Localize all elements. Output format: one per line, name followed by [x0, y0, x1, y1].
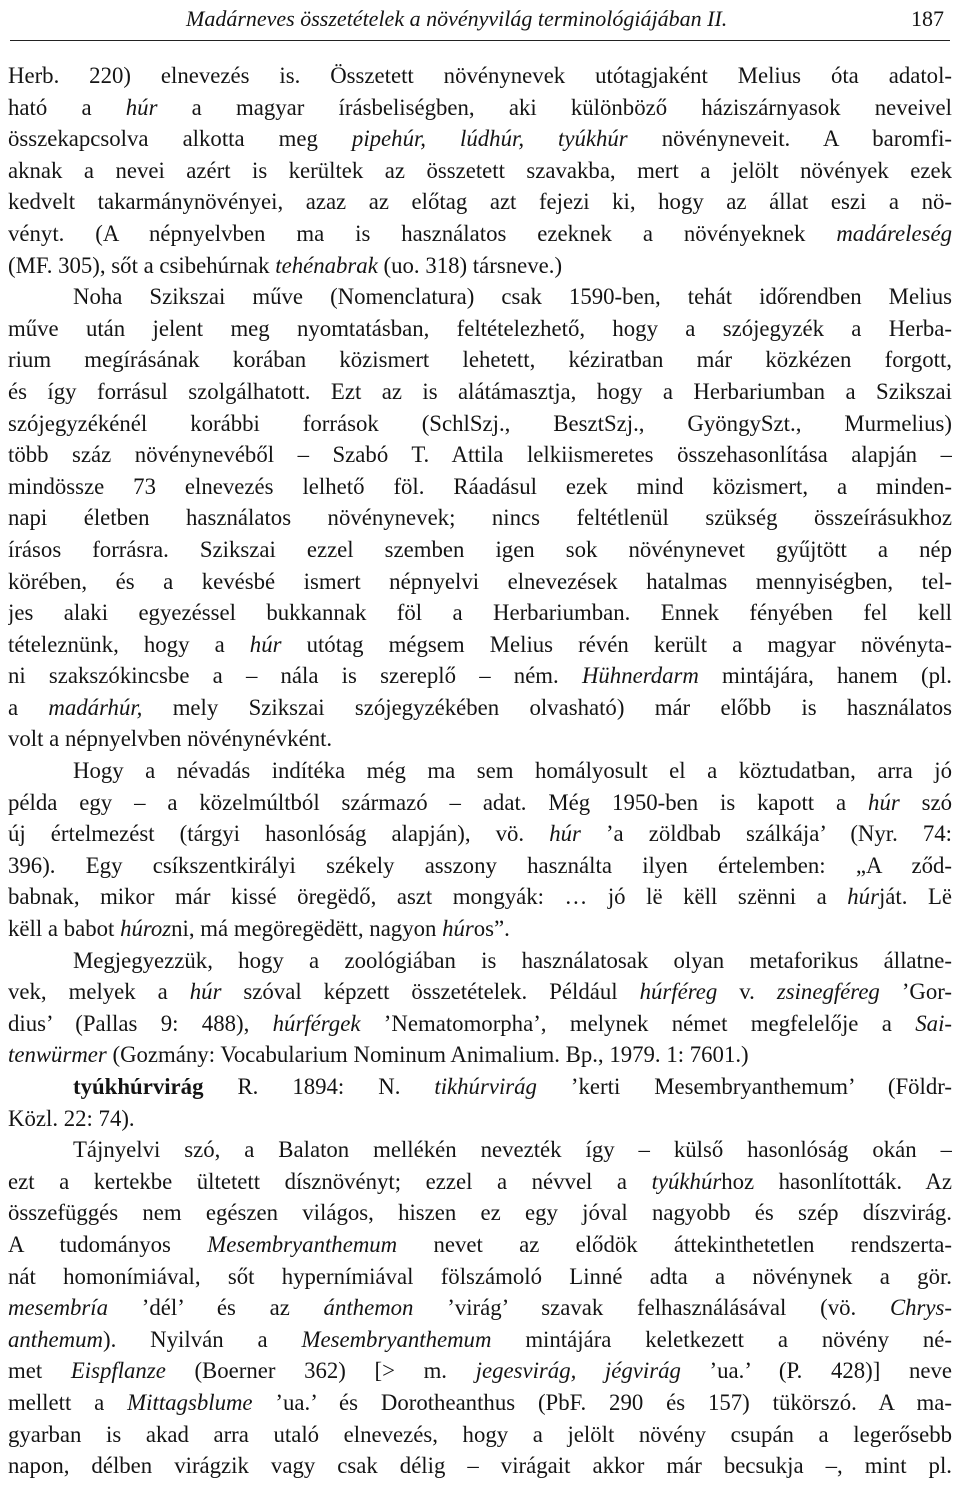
text-run: volt a népnyelvben növénynévként. [8, 726, 333, 752]
text-line [8, 281, 952, 313]
text-line [8, 1387, 952, 1419]
italic-term: húroz [120, 916, 172, 942]
text-run: írásos forrásra. Szikszai ezzel szemben igen sok növénynevet gyűjtött a nép [8, 536, 952, 562]
text-line [8, 1039, 952, 1071]
text-run: Hogy a névadás indítéka még ma sem homályosult el a köztudatban, arra jó [73, 758, 952, 784]
text-run: összekapcsolva alkotta meg [8, 126, 352, 152]
text-run: ni szakszókincsbe a – nála is szereplő – ném. [8, 663, 582, 689]
italic-term: tyúkhúr [651, 1168, 722, 1194]
text-run: ’Gor- [879, 979, 952, 1005]
italic-term: húr [249, 631, 282, 657]
italic-term: Mesembryanthemum [207, 1231, 398, 1257]
text-line [8, 471, 952, 503]
text-line [8, 629, 952, 661]
text-line [8, 1071, 952, 1103]
page-number: 187 [911, 6, 944, 31]
text-line [8, 92, 952, 124]
italic-term: húr [549, 821, 581, 847]
text-run: szó [899, 789, 952, 815]
italic-term: húrférgek [272, 1010, 361, 1036]
text-run: 396). Egy csíkszentkirályi székely asszony használta ilyen értelemben: „A ződ- [8, 852, 952, 878]
text-run: Herb. 220) elnevezés is. Összetett növénynevek utótagjaként Melius óta adatol- [8, 63, 952, 88]
text-line [8, 534, 952, 566]
text-run: ’virág’ szavak felhasználásával (vö. [413, 1295, 890, 1321]
text-run: hoz hasonlították. Az [721, 1168, 952, 1194]
text-line [8, 818, 952, 850]
text-line [8, 1197, 952, 1229]
text-line [8, 1229, 952, 1261]
text-line [8, 60, 952, 92]
text-run: babnak, mikor már kissé öregëdő, aszt mongyák: … jó lë këll szënni a [8, 884, 848, 910]
italic-term: ánthemon [323, 1295, 414, 1321]
text-line [8, 597, 952, 629]
text-run: os”. [473, 916, 510, 942]
italic-term: Mittagsblume [127, 1389, 253, 1415]
text-run: vek, melyek a [8, 979, 190, 1005]
text-run: műve után jelent meg nyomtatásban, feltételezhető, hogy a szójegyzék a Herba- [8, 315, 952, 341]
text-run: a magyar írásbeliségben, aki különböző háziszárnyasok neveivel [157, 94, 952, 120]
text-run: kedvelt takarmánynövényei, azaz az előtag azt fejezi ki, hogy az állat eszi a nö- [8, 189, 952, 215]
text-run: ’ua.’ és Dorotheanthus (PbF. 290 és 157) tükörszó. A ma- [252, 1389, 952, 1415]
text-line [8, 850, 952, 882]
text-run: v. [717, 979, 777, 1005]
text-line [8, 660, 952, 692]
text-run: új értelmezést (tárgyi hasonlóság alapján), vö. [8, 821, 550, 847]
text-run: mintájára, hanem (pl. [698, 663, 952, 689]
text-run: mellett a [8, 1389, 128, 1415]
text-run: (Boerner 362) [> m. [165, 1358, 476, 1384]
italic-term: húr [189, 979, 222, 1005]
text-line [8, 1261, 952, 1293]
text-line [8, 344, 952, 376]
running-header [10, 4, 950, 41]
text-run: ’a zöldbab szálkája’ (Nyr. 74: [580, 821, 952, 847]
text-line [8, 787, 952, 819]
text-run: körében, és a kevésbé ismert népnyelvi elnevezések hatalmas mennyiségben, tel- [8, 568, 952, 594]
text-run: A tudományos [8, 1231, 208, 1257]
text-run: dius’ (Pallas 9: 488), [8, 1010, 273, 1036]
text-line [8, 376, 952, 408]
italic-term: húr [442, 916, 474, 942]
bold-term: tyúkhúrvirág [73, 1074, 204, 1099]
text-line [8, 1166, 952, 1198]
text-run: (uo. 318) társneve.) [377, 252, 563, 278]
text-run: këll a babot [8, 916, 121, 942]
text-line [8, 913, 952, 945]
text-run: a [8, 694, 49, 720]
text-run: R. 1894: N. [203, 1074, 435, 1099]
text-line [8, 408, 952, 440]
text-run: nát homonímiával, sőt hypernímiával fölszámoló Linné adta a növénynek a gör. [8, 1263, 952, 1289]
text-run: napi életben használatos növénynevek; nincs feltétlenül szükség összeírásukhoz [8, 505, 952, 531]
text-run: mintájára keletkezett a növény né- [491, 1326, 952, 1352]
italic-term: húr [868, 789, 900, 815]
italic-term: tikhúrvirág [434, 1074, 537, 1099]
text-line [8, 692, 952, 724]
text-line [8, 566, 952, 598]
text-line [8, 313, 952, 345]
text-run: több száz növénynevéből – Szabó T. Attila lelkiismeretes összehasonlítása alapján – [8, 442, 952, 468]
running-title: Madárneves összetételek a növényvilág terminológiájában II. [186, 6, 728, 31]
text-run: jes alaki egyezéssel bukkannak föl a Herbariumban. Ennek fényében fel kell [8, 600, 952, 626]
italic-term: Chrys- [889, 1295, 952, 1321]
text-line [8, 1324, 952, 1356]
text-run: ezt a kertekbe ültetett dísznövényt; ezzel a névvel a [8, 1168, 652, 1194]
italic-term: madárhúr, [48, 694, 143, 720]
text-run: tételeznünk, hogy a [8, 631, 250, 657]
text-run: ható a [8, 94, 126, 120]
text-run: Megjegyezzük, hogy a zoológiában is használatosak olyan metaforikus állatne- [73, 947, 952, 973]
italic-term: tenwürmer [8, 1042, 107, 1068]
text-line [8, 123, 952, 155]
italic-term: pipehúr, lúdhúr, tyúkhúr [351, 126, 628, 152]
body-text [8, 60, 952, 1482]
text-run: vényt. (A népnyelvben ma is használatos ezeknek a növényeknek [8, 220, 837, 246]
text-run: és így forrásul szolgálhatott. Ezt az is alátámasztja, hogy a Herbariumban a Szikszai [8, 378, 952, 404]
italic-term: húr [125, 94, 158, 120]
text-line [8, 1419, 952, 1451]
text-run: met [8, 1358, 71, 1384]
italic-term: Sai- [915, 1010, 952, 1036]
italic-term: tehénabrak [275, 252, 378, 278]
text-run: növényneveit. A baromfi- [627, 126, 952, 152]
text-run: ’dél’ és az [108, 1295, 324, 1321]
text-run: Tájnyelvi szó, a Balaton mellékén nevezték így – külső hasonlóság okán – [73, 1137, 952, 1163]
text-run: ni, má megöregëdëtt, nagyon [171, 916, 443, 942]
text-run: ’ua.’ (P. 428)] neve [680, 1358, 952, 1384]
text-line [8, 723, 952, 755]
text-line [8, 155, 952, 187]
text-run: napon, délben virágzik vagy csak délig – virágait akkor már becsukja –, mint pl. [8, 1453, 952, 1479]
text-line [8, 1008, 952, 1040]
text-run: gyarban is akad arra utaló elnevezés, hogy a jelölt növény csupán a legerősebb [8, 1421, 952, 1447]
text-line [8, 1355, 952, 1387]
italic-term: húr [847, 884, 879, 910]
text-run: mindössze 73 elnevezés lelhető föl. Ráadásul ezek mind közismert, a minden- [8, 473, 952, 499]
text-run: aknak a nevei azért is kerültek az összetett szavakba, mert a jelölt növények ezek [8, 157, 952, 183]
text-line [8, 755, 952, 787]
text-line [8, 945, 952, 977]
text-run: Noha Szikszai műve (Nomenclatura) csak 1590-ben, tehát időrendben Melius [73, 284, 952, 310]
text-line [8, 1292, 952, 1324]
text-line [8, 218, 952, 250]
italic-term: Mesembryanthemum [301, 1326, 492, 1352]
text-run: (Gozmány: Vocabularium Nominum Animalium. Bp., 1979. 1: 7601.) [106, 1042, 749, 1068]
italic-term: jegesvirág, jégvirág [475, 1358, 681, 1384]
italic-term: zsinegféreg [776, 979, 880, 1005]
text-run: rium megírásának korában közismert lehetett, kéziratban már közkézen forgott, [8, 347, 952, 373]
text-run: Közl. 22: 74). [8, 1105, 135, 1131]
text-line [8, 439, 952, 471]
text-line [8, 976, 952, 1008]
text-line [8, 186, 952, 218]
text-run: ). Nyilván a [102, 1326, 302, 1352]
italic-term: Hühnerdarm [581, 663, 699, 689]
text-run: szóval képzett összetételek. Például [221, 979, 640, 1005]
text-run: (MF. 305), sőt a csibehúrnak [8, 252, 276, 278]
text-run: szójegyzékénél korábbi források (SchlSzj., BesztSzj., GyöngySzt., Murmelius) [8, 410, 952, 436]
italic-term: madáreleség [836, 220, 952, 246]
text-run: példa egy – a közelmúltból származó – adat. Még 1950-ben is kapott a [8, 789, 869, 815]
text-run: mely Szikszai szójegyzékében olvasható) már előbb is használatos [142, 694, 952, 720]
text-line [8, 1103, 952, 1135]
text-run: ’Nematomorpha’, melynek német megfelelője a [360, 1010, 916, 1036]
italic-term: Eispflanze [70, 1358, 166, 1384]
text-run: összefüggés nem egészen világos, hiszen ez egy jóval nagyobb és szép díszvirág. [8, 1200, 952, 1226]
italic-term: mesembría [8, 1295, 109, 1321]
text-line [8, 502, 952, 534]
text-run: ’kerti Mesembryanthemum’ (Földr- [536, 1074, 952, 1099]
text-run: nevet az elődök áttekinthetetlen rendszerta- [397, 1231, 952, 1257]
italic-term: anthemum [8, 1326, 103, 1352]
text-run: ját. Lë [878, 884, 952, 910]
text-line [8, 1450, 952, 1482]
italic-term: húrféreg [639, 979, 718, 1005]
text-line [8, 881, 952, 913]
text-line [8, 1134, 952, 1166]
text-run: utótag mégsem Melius révén került a magyar növényta- [281, 631, 952, 657]
text-line [8, 250, 952, 282]
